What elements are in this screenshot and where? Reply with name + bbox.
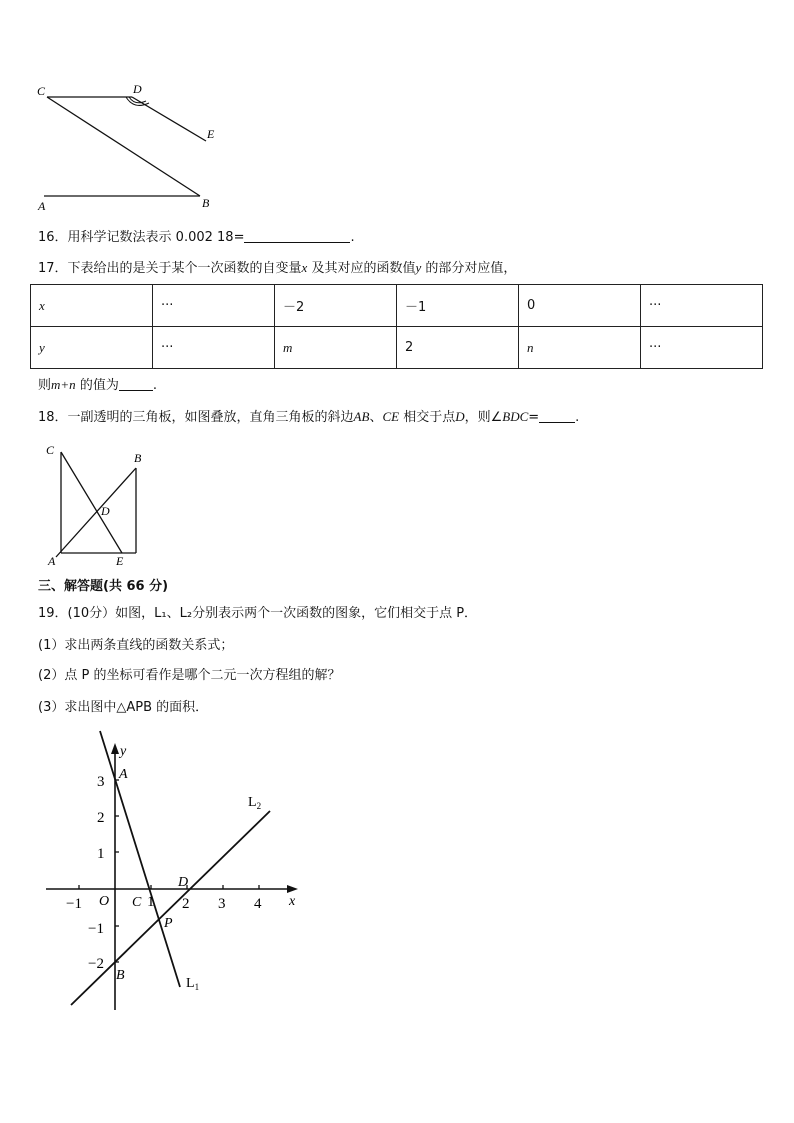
- answer-blank-17[interactable]: [119, 377, 153, 391]
- question-19-part-1: (1）求出两条直线的函数关系式；: [38, 638, 234, 653]
- x-tick-label: 3: [218, 896, 226, 912]
- table-cell: ···: [153, 327, 275, 369]
- question-17-var-y: y: [415, 260, 422, 275]
- coordinate-graph: [40, 725, 310, 1015]
- table-cell: y: [31, 327, 153, 369]
- question-17-text-pre: 17．下表给出的是关于某个一次函数的自变量: [38, 261, 302, 276]
- point-b-label: B: [116, 968, 125, 983]
- question-18: [38, 408, 579, 427]
- question-18-text-mid: 相交于点: [399, 410, 456, 425]
- point-c-label: C: [132, 895, 142, 910]
- y-axis-arrow: [111, 743, 119, 754]
- table-row: [31, 327, 763, 369]
- question-17-after-pre: 则: [38, 378, 52, 393]
- question-18-ab: AB: [353, 409, 370, 424]
- question-19-part-2: (2）点 P 的坐标可看作是哪个二元一次方程组的解？: [38, 668, 341, 683]
- point-a-label: A: [119, 767, 128, 782]
- question-17-var-x: x: [301, 260, 308, 275]
- question-17-text-post: 的部分对应值，: [421, 261, 517, 276]
- answer-blank-18[interactable]: [539, 409, 575, 423]
- question-19-title: 19．(10分）如图，L₁、L₂分别表示两个一次函数的图象，它们相交于点 P．: [38, 606, 478, 621]
- label-b: B: [202, 196, 210, 210]
- y-tick-label: −2: [88, 956, 104, 972]
- label-a: A: [48, 554, 56, 568]
- question-17-expr: m+n: [51, 377, 76, 392]
- label-d: D: [101, 504, 110, 518]
- label-c: C: [37, 84, 46, 98]
- line-l2-label: $L_2$: [248, 795, 262, 811]
- table-cell: －1: [397, 285, 519, 327]
- point-d-label: D: [178, 875, 189, 890]
- question-17-text-mid: 及其对应的函数值: [307, 261, 416, 276]
- x-tick-label: 2: [182, 896, 190, 912]
- y-tick-label: 2: [97, 810, 105, 826]
- point-p-label: P: [164, 916, 173, 931]
- section-heading: 三、解答题(共 66 分): [38, 579, 169, 594]
- question-18-sep: 、: [369, 410, 383, 425]
- question-18-text-pre: 18．一副透明的三角板，如图叠放，直角三角板的斜边: [38, 410, 354, 425]
- segment-ab: [56, 468, 136, 557]
- x-axis-arrow: [287, 885, 298, 893]
- question-18-bdc: BDC: [502, 409, 529, 424]
- table-row: [31, 285, 763, 327]
- table-cell: ···: [641, 327, 763, 369]
- x-axis-label: x: [289, 894, 296, 909]
- value-table: [30, 284, 763, 369]
- segment-ce: [61, 452, 122, 553]
- table-cell: －2: [275, 285, 397, 327]
- question-17-after-end: .: [152, 378, 157, 393]
- x-tick-label: 1: [147, 894, 155, 910]
- figure-parallel-lines: [30, 80, 230, 215]
- answer-blank-16[interactable]: [244, 229, 350, 243]
- origin-label: O: [99, 894, 110, 909]
- label-e: E: [207, 127, 215, 141]
- question-16-end: .: [350, 230, 355, 245]
- x-tick-label: 4: [254, 896, 262, 912]
- table-cell: x: [31, 285, 153, 327]
- question-17: [38, 259, 516, 278]
- table-cell: n: [519, 327, 641, 369]
- table-cell: 2: [397, 327, 519, 369]
- y-tick-label: 1: [97, 846, 105, 862]
- question-16-text: 16．用科学记数法表示 0.002 18=: [38, 230, 245, 245]
- question-18-ce: CE: [382, 409, 400, 424]
- question-17-after-post: 的值为: [75, 378, 119, 393]
- table-cell: m: [275, 327, 397, 369]
- segment-cb: [47, 97, 200, 196]
- label-c: C: [46, 443, 55, 457]
- y-tick-label: 3: [97, 774, 105, 790]
- label-d: D: [133, 82, 142, 96]
- question-18-eq: =: [528, 410, 540, 425]
- x-tick-label: −1: [66, 896, 82, 912]
- segment-de: [132, 97, 206, 141]
- question-18-text-mid2: ，则∠: [464, 410, 503, 425]
- question-16: [38, 229, 355, 247]
- line-l1-label: $L_1$: [186, 976, 200, 992]
- table-cell: ···: [153, 285, 275, 327]
- label-a: A: [38, 199, 46, 213]
- question-18-d: D: [455, 409, 465, 424]
- figure-triangle-boards: [40, 438, 160, 570]
- table-cell: 0: [519, 285, 641, 327]
- y-tick-label: −1: [88, 921, 104, 937]
- question-18-end: .: [575, 410, 580, 425]
- table-cell: ···: [641, 285, 763, 327]
- question-17-followup: [38, 376, 157, 395]
- label-b: B: [134, 451, 142, 465]
- question-19-part-3: (3）求出图中△APB 的面积．: [38, 700, 209, 715]
- y-axis-label: y: [120, 744, 127, 759]
- label-e: E: [116, 554, 124, 568]
- line-l1: [100, 731, 180, 987]
